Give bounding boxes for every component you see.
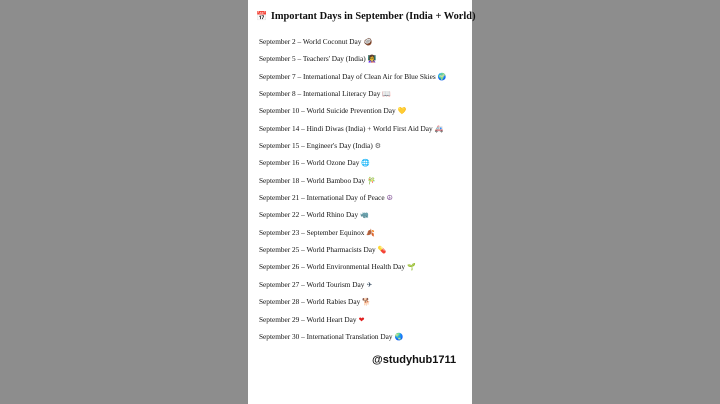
day-text: September 16 – World Ozone Day	[259, 158, 360, 168]
right-letterbox	[472, 0, 720, 404]
list-item	[259, 227, 471, 244]
document-page	[248, 0, 476, 404]
day-text: September 28 – World Rabies Day	[259, 297, 361, 307]
calendar-icon: 📅	[256, 12, 268, 22]
list-item	[259, 140, 471, 157]
day-text: September 30 – International Translation Day	[259, 331, 393, 341]
dog-icon: 🐕	[362, 298, 371, 307]
day-text: September 25 – World Pharmacists Day	[259, 245, 376, 255]
left-letterbox	[0, 0, 248, 404]
list-item	[259, 279, 471, 296]
list-item	[259, 71, 471, 88]
list-item	[259, 296, 471, 313]
channel-handle: @studyhub1711	[372, 354, 457, 366]
globe-meridians-icon: 🌐	[361, 159, 371, 168]
list-item	[259, 36, 471, 53]
day-text: September 8 – International Literacy Day	[259, 89, 381, 99]
list-item	[259, 331, 471, 348]
day-text: September 26 – World Environmental Health Day	[259, 262, 405, 272]
day-text: September 7 – International Day of Clean Air for Blue Skies	[259, 71, 436, 81]
list-item	[259, 209, 471, 226]
day-text: September 22 – World Rhino Day	[259, 210, 359, 220]
globe-icon: 🌍	[437, 72, 447, 81]
rhino-icon: 🦏	[360, 211, 369, 220]
day-text: September 27 – World Tourism Day	[259, 279, 365, 289]
autumn-leaves-icon: 🍂	[366, 228, 376, 237]
bamboo-icon: 🎋	[367, 176, 376, 185]
globe-asia-icon: 🌏	[394, 332, 404, 341]
list-item	[259, 105, 471, 122]
important-days-list	[259, 36, 471, 348]
page-title-text: Important Days in September (India + World)	[270, 11, 476, 22]
day-text: September 10 – World Suicide Prevention Day	[259, 106, 396, 116]
heart-icon: ❤	[358, 315, 365, 324]
ambulance-icon: 🚑	[434, 124, 444, 133]
list-item	[259, 175, 471, 192]
airplane-icon: ✈	[366, 280, 373, 289]
pill-icon: 💊	[377, 246, 387, 255]
book-icon: 📖	[382, 90, 392, 99]
yellow-heart-icon: 💛	[397, 107, 407, 116]
day-text: September 29 – World Heart Day	[259, 314, 357, 324]
list-item	[259, 192, 471, 209]
gear-icon: ⚙	[374, 142, 382, 151]
day-text: September 2 – World Coconut Day	[259, 37, 362, 46]
list-item	[259, 157, 471, 174]
coconut-icon: 🥥	[363, 38, 373, 46]
seedling-icon: 🌱	[407, 263, 416, 272]
page-title	[256, 10, 476, 24]
list-item	[259, 314, 471, 331]
teacher-icon: 👩‍🏫	[367, 55, 377, 64]
list-item	[259, 261, 471, 278]
day-text: September 18 – World Bamboo Day	[259, 175, 366, 185]
list-item	[259, 123, 471, 140]
day-text: September 14 – Hindi Diwas (India) + World First Aid Day	[259, 123, 433, 133]
day-text: September 23 – September Equinox	[259, 227, 365, 237]
day-text: September 21 – International Day of Peace	[259, 193, 385, 203]
list-item	[259, 88, 471, 105]
day-text: September 15 – Engineer's Day (India)	[259, 141, 373, 151]
day-text: September 5 – Teachers' Day (India)	[259, 54, 366, 64]
list-item	[259, 244, 471, 261]
list-item	[259, 53, 471, 70]
peace-icon: ☮	[386, 194, 393, 203]
